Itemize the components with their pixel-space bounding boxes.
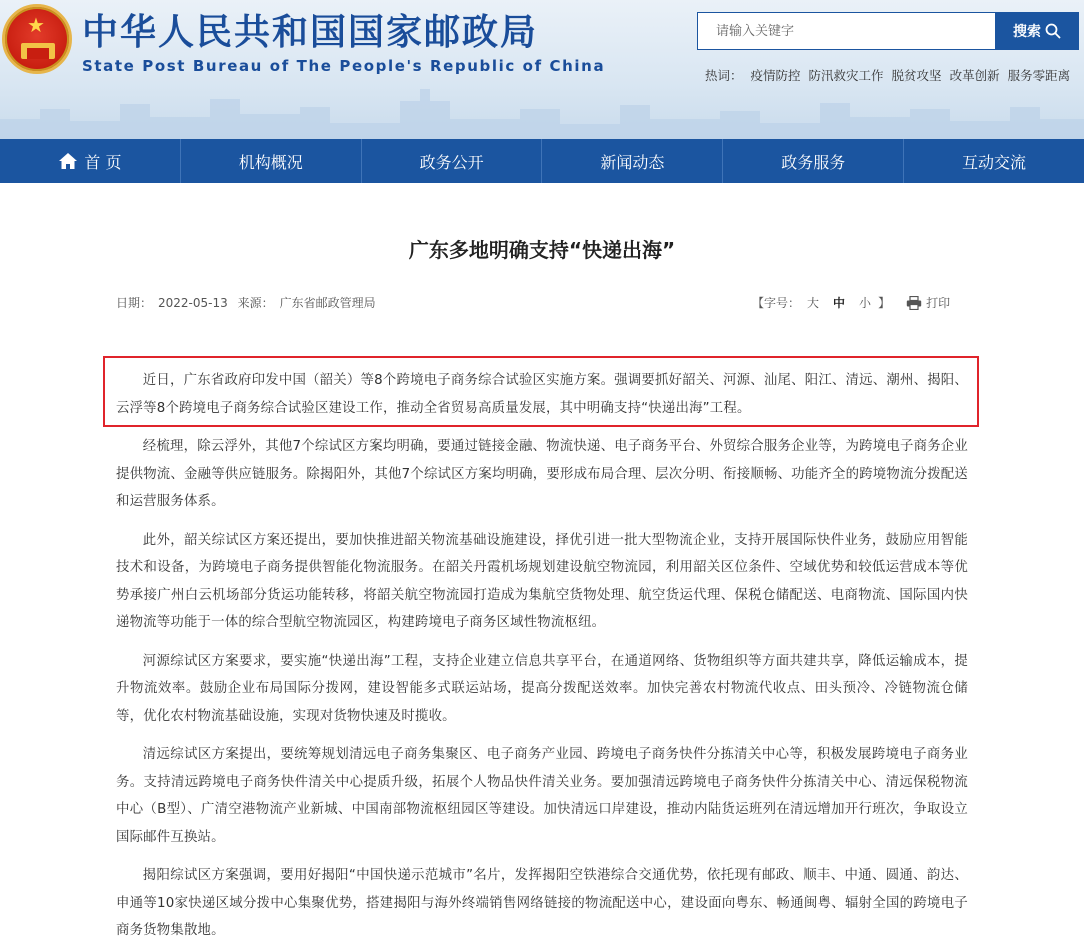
- font-size-small[interactable]: 小: [859, 296, 872, 310]
- font-size-medium[interactable]: 中: [833, 296, 846, 310]
- search-input[interactable]: [698, 13, 995, 49]
- gate-icon: [21, 43, 55, 59]
- nav-item-label: 机构概况: [238, 152, 303, 172]
- printer-icon[interactable]: [906, 296, 922, 310]
- skyline-decoration: [0, 79, 1084, 139]
- nav-item-label: 首 页: [84, 152, 122, 172]
- nav-item-label: 政务公开: [419, 152, 484, 172]
- font-size-close: 】: [878, 296, 891, 310]
- print-button[interactable]: 打印: [926, 296, 951, 310]
- article-paragraph: 经梳理，除云浮外，其他7个综试区方案均明确，要通过链接金融、物流快递、电子商务平台、外贸综合服务企业等，为跨境电子商务企业提供物流、金融等供应链服务。除揭阳外，其他7个综试区方案均明确，要形成布局合理、层次分明、衔接顺畅、功能齐全的跨境物流分拨配送和运营服务体系。: [116, 439, 968, 509]
- date-label: 日期：: [116, 296, 153, 310]
- nav-item-organization[interactable]: [181, 139, 362, 183]
- search-button[interactable]: [995, 12, 1079, 50]
- nav-item-government-affairs[interactable]: [362, 139, 543, 183]
- hot-word-1[interactable]: 疫情防控: [750, 68, 801, 83]
- hot-word-3[interactable]: 脱贫攻坚: [891, 68, 942, 83]
- search-button-label: 搜索: [1013, 24, 1041, 40]
- article-title: 广东多地明确支持“快递出海”: [408, 238, 676, 262]
- search-icon: [1045, 23, 1061, 39]
- nav-item-home[interactable]: [0, 139, 181, 183]
- hot-word-2[interactable]: 防汛救灾工作: [808, 68, 884, 83]
- article-paragraph: 近日，广东省政府印发中国（韶关）等8个跨境电子商务综合试验区实施方案。强调要抓好韶关、河源、汕尾、阳江、清远、潮州、揭阳、云浮等8个跨境电子商务综合试验区建设工作，推动全省贸易高质量发展，其中明确支持“快递出海”工程。: [116, 373, 968, 416]
- hot-words: [705, 66, 1070, 84]
- site-subtitle: State Post Bureau of The People's Republic of China: [82, 57, 606, 75]
- article-paragraph: 揭阳综试区方案强调，要用好揭阳“中国快递示范城市”名片，发挥揭阳空铁港综合交通优势，依托现有邮政、顺丰、中通、圆通、韵达、申通等10家快递区域分拨中心集聚优势，搭建揭阳与海外终端销售网络链接的物流配送中心，建设面向粤东、畅通闽粤、辐射全国的跨境电子商务货物集散地。: [116, 868, 968, 937]
- hot-word-4[interactable]: 改革创新: [949, 68, 1000, 83]
- hot-word-5[interactable]: 服务零距离: [1007, 68, 1071, 83]
- font-size-large[interactable]: 大: [807, 296, 820, 310]
- article-date: 2022-05-13: [158, 296, 228, 310]
- source-label: 来源：: [237, 296, 274, 310]
- article-body: [116, 367, 968, 937]
- home-icon: [58, 152, 78, 170]
- article-paragraph: 清远综试区方案提出，要统筹规划清远电子商务集聚区、电子商务产业园、跨境电子商务快件分拣清关中心等，积极发展跨境电子商务业务。支持清远跨境电子商务快件清关中心提质升级，拓展个人物品快件清关业务。要加强清远跨境电子商务快件分拣清关中心、清远保税物流中心（B型）、广清空港物流产业新城、中国南部物流枢纽园区等建设。加快清远口岸建设，推动内陆货运班列在清远增加开行班次，争取设立国际邮件互换站。: [116, 747, 968, 845]
- nav-item-services[interactable]: [723, 139, 904, 183]
- hot-words-label: 热词：: [705, 68, 743, 83]
- nav-item-label: 新闻动态: [600, 152, 665, 172]
- main-nav: [0, 139, 1084, 183]
- nav-item-label: 政务服务: [781, 152, 846, 172]
- nav-item-interaction[interactable]: [904, 139, 1084, 183]
- article-tools: [752, 294, 950, 311]
- national-emblem: [2, 4, 72, 74]
- star-icon: ★: [27, 13, 45, 37]
- article-meta: [116, 294, 382, 311]
- search-box: [697, 12, 995, 50]
- article-source: 广东省邮政管理局: [279, 296, 376, 310]
- article-paragraph: 此外，韶关综试区方案还提出，要加快推进韶关物流基础设施建设，择优引进一批大型物流企业，支持开展国际快件业务，鼓励应用智能技术和设备，为跨境电子商务提供智能化物流服务。在韶关丹霞机场规划建设航空物流园，利用韶关区位条件、空域优势和较低运营成本等优势承接广州白云机场部分货运功能转移，将韶关航空物流园打造成为集航空货物处理、航空货运代理、保税仓储配送、电商物流、国际国内快递物流等功能于一体的综合型航空物流园区，构建跨境电子商务区域性物流枢纽。: [116, 532, 968, 630]
- article-paragraph: 河源综试区方案要求，要实施“快递出海”工程，支持企业建立信息共享平台，在通道网络、货物组织等方面共建共享，降低运输成本，提升物流效率。鼓励企业布局国际分拨网，建设智能多式联运站场，提高分拨配送效率。加快完善农村物流代收点、田头预冷、冷链物流仓储等，优化农村物流基础设施，实现对货物快速及时揽收。: [116, 653, 968, 724]
- font-size-label: 【字号：: [752, 296, 801, 310]
- nav-item-news[interactable]: [542, 139, 723, 183]
- nav-item-label: 互动交流: [962, 152, 1027, 172]
- site-title: 中华人民共和国国家邮政局: [82, 12, 539, 53]
